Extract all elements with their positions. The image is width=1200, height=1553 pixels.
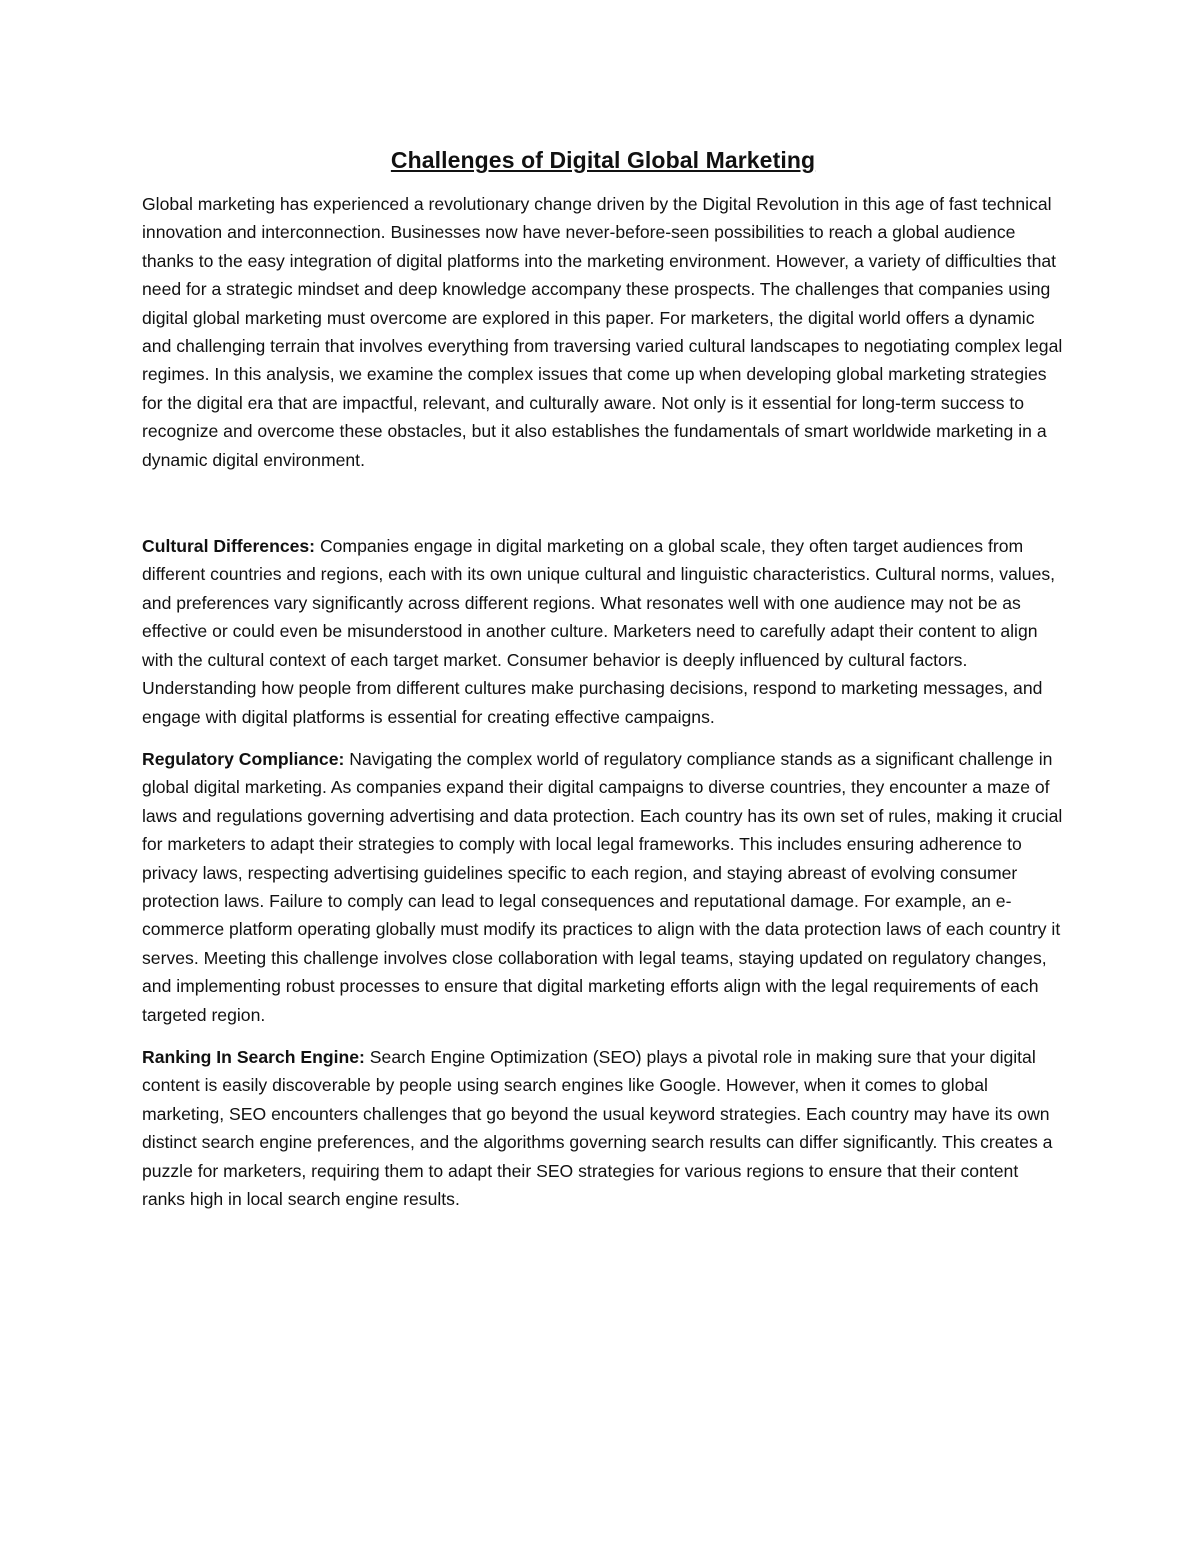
section-cultural-differences [142, 532, 1064, 731]
section-body: Navigating the complex world of regulatory compliance stands as a significant challenge in global digital marketing. As companies expand their digital campaigns to diverse countries, they encounter a maze of laws and regulations governing advertising and data protection. Each country has its own set of rules, making it crucial for marketers to adapt their strategies to comply with local legal frameworks. This includes ensuring adherence to privacy laws, respecting advertising guidelines specific to each region, and staying abreast of evolving consumer protection laws. Failure to comply can lead to legal consequences and reputational damage. For example, an e-commerce platform operating globally must modify its practices to align with the data protection laws of each country it serves. Meeting this challenge involves close collaboration with legal teams, staying updated on regulatory changes, and implementing robust processes to ensure that digital marketing efforts align with the legal requirements of each targeted region. [142, 748, 1063, 1025]
section-body: Companies engage in digital marketing on a global scale, they often target audiences from different countries and regions, each with its own unique cultural and linguistic characteristics. Cultural norms, values, and preferences vary significantly across different regions. What resonates well with one audience may not be as effective or could even be misunderstood in another culture. Marketers need to carefully adapt their content to align with the cultural context of each target market. Consumer behavior is deeply influenced by cultural factors. Understanding how people from different cultures make purchasing decisions, respond to marketing messages, and engage with digital platforms is essential for creating effective campaigns. [142, 536, 1056, 727]
section-body: Search Engine Optimization (SEO) plays a pivotal role in making sure that your digital content is easily discoverable by people using search engines like Google. However, when it comes to global marketing, SEO encounters challenges that go beyond the usual keyword strategies. Each country may have its own distinct search engine preferences, and the algorithms governing search results can differ significantly. This creates a puzzle for marketers, requiring them to adapt their SEO strategies for various regions to ensure that their content ranks high in local search engine results. [142, 1046, 1053, 1209]
document-body [142, 140, 1064, 1227]
section-heading: Ranking In Search Engine: [142, 1046, 365, 1067]
section-ranking-in-search-engine [142, 1043, 1064, 1213]
section-heading: Regulatory Compliance: [142, 748, 345, 769]
document-title: Challenges of Digital Global Marketing [390, 147, 816, 173]
section-regulatory-compliance [142, 745, 1064, 1029]
section-heading: Cultural Differences: [142, 536, 316, 557]
intro-paragraph: Global marketing has experienced a revolutionary change driven by the Digital Revolution in this age of fast technical innovation and interconnection. Businesses now have never-before-seen possibilities to reach a global audience thanks to the easy integration of digital platforms into the marketing environment. However, a variety of difficulties that need for a strategic mindset and deep knowledge accompany these prospects. The challenges that companies using digital global marketing must overcome are explored in this paper. For marketers, the digital world offers a dynamic and challenging terrain that involves everything from traversing varied cultural landscapes to negotiating complex legal regimes. In this analysis, we examine the complex issues that come up when developing global marketing strategies for the digital era that are impactful, relevant, and culturally aware. Not only is it essential for long-term success to recognize and overcome these obstacles, but it also establishes the fundamentals of smart worldwide marketing in a dynamic digital environment. [142, 194, 1063, 470]
